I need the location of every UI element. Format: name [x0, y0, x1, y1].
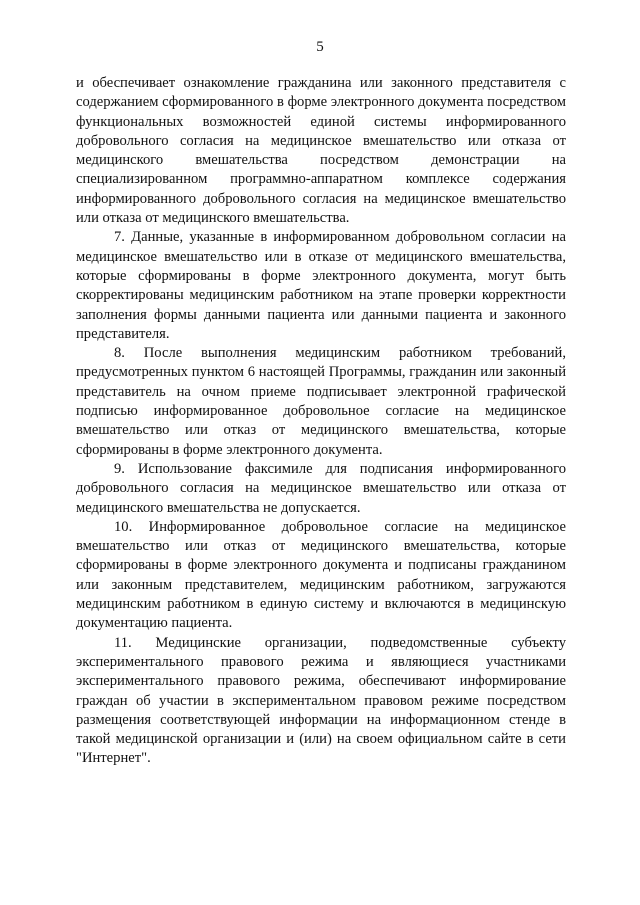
- paragraph-item-7: 7. Данные, указанные в информированном добровольном согласии на медицинское вмешательство или в отказе от медицинского вмешательства, которые сформированы в форме электронного документа, могут быть скорректированы медицинским работником на этапе проверки корректности заполнения формы данными пациента или данными пациента и законного представителя.: [76, 229, 566, 342]
- page-number: 5: [316, 39, 324, 55]
- paragraph-item-9: 9. Использование факсимиле для подписания информированного добровольного согласия на медицинское вмешательство или отказа от медицинского вмешательства не допускается.: [76, 460, 566, 516]
- paragraph-continuation: и обеспечивает ознакомление гражданина или законного представителя с содержанием сформированного в форме электронного документа посредством функциональных возможностей единой системы информированного добровольного согласия на медицинское вмешательство или отказа от медицинского вмешательства посредством демонстрации на специализированном программно-аппаратном комплексе содержания информированного добровольного согласия на медицинское вмешательство или отказа от медицинского вмешательства.: [76, 75, 566, 227]
- paragraph-item-8: 8. После выполнения медицинским работником требований, предусмотренных пунктом 6 настоящей Программы, гражданин или законный представитель на очном приеме подписывает электронной графической подписью информированное добровольное согласие на медицинское вмешательство или отказ от медицинского вмешательства, которые сформированы в форме электронного документа.: [76, 345, 566, 458]
- document-body: [76, 74, 566, 769]
- paragraph-item-10: 10. Информированное добровольное согласие на медицинское вмешательство или отказ от медицинского вмешательства, которые сформированы в форме электронного документа и подписаны гражданином или законным представителем, медицинским работником, загружаются медицинским работником в единую систему и включаются в медицинскую документацию пациента.: [76, 518, 566, 632]
- paragraph-item-11: 11. Медицинские организации, подведомственные субъекту экспериментального правового режима и являющиеся участниками экспериментального правового режима, обеспечивают информирование граждан об участии в экспериментальном правовом режиме посредством размещения соответствующей информации на информационном стенде в такой медицинской организации и (или) на своем официальном сайте в сети "Интернет".: [76, 634, 566, 767]
